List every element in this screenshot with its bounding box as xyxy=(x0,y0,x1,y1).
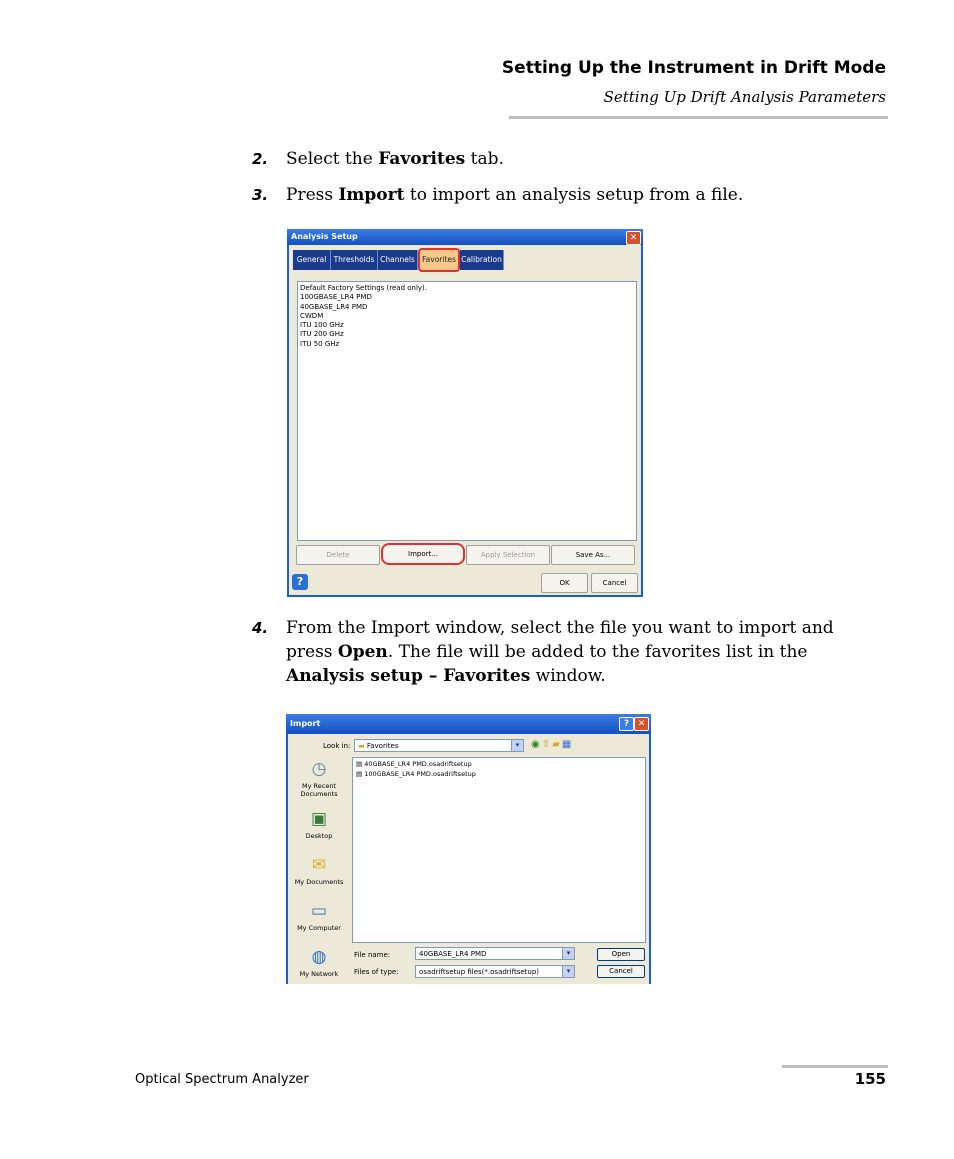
file-name-label: File name: xyxy=(354,951,391,959)
up-folder-icon[interactable]: ⇧ xyxy=(541,739,553,750)
list-item[interactable]: ITU 100 GHz xyxy=(300,321,344,330)
place-label: Desktop xyxy=(305,832,333,840)
step-text: tab. xyxy=(465,149,504,169)
places-bar xyxy=(290,756,348,981)
look-in-value: Favorites xyxy=(366,742,399,750)
cancel-button[interactable]: Cancel xyxy=(597,965,645,978)
views-icon[interactable]: ▦ xyxy=(561,739,574,750)
chevron-down-icon[interactable]: ▾ xyxy=(562,966,574,977)
list-item[interactable]: Default Factory Settings (read only). xyxy=(300,284,428,292)
desktop-icon: ▣ xyxy=(310,809,328,829)
dialog-titlebar xyxy=(287,229,643,245)
list-item[interactable]: ITU 50 GHz xyxy=(300,339,340,348)
recent-documents-icon: ◷ xyxy=(311,759,327,779)
place-desktop[interactable] xyxy=(290,808,348,840)
place-my-network[interactable] xyxy=(290,946,348,978)
help-icon[interactable]: ? xyxy=(292,574,308,590)
step-bold: Analysis setup – Favorites xyxy=(286,666,531,686)
page-number: 155 xyxy=(854,1070,886,1088)
place-label: My Computer xyxy=(297,924,341,932)
my-documents-icon: ✉ xyxy=(311,855,327,875)
file-type-value: osadriftsetup files(*.osadriftsetup) xyxy=(419,968,540,976)
new-folder-icon[interactable]: ▰ xyxy=(552,739,562,750)
step-bold: Import xyxy=(338,185,405,205)
close-icon[interactable]: ✕ xyxy=(634,717,649,731)
open-button[interactable]: Open xyxy=(597,948,645,961)
place-my-recent-documents[interactable] xyxy=(290,758,348,798)
toolbar-icons xyxy=(531,739,573,750)
place-label: My Network xyxy=(299,970,339,978)
step-text: to import an analysis setup from a file. xyxy=(404,185,744,205)
file-name: 40GBASE_LR4 PMD.osadriftsetup xyxy=(364,760,472,768)
look-in-label: Look in: xyxy=(323,742,351,750)
file-name: 100GBASE_LR4 PMD.osadriftsetup xyxy=(364,770,476,778)
look-in-select[interactable] xyxy=(354,739,524,752)
footer-title: Optical Spectrum Analyzer xyxy=(135,1072,309,1087)
folder-icon: ▬ xyxy=(358,742,365,750)
dialog-title: Import xyxy=(290,719,321,728)
place-label: My Recent Documents xyxy=(300,782,338,798)
save-as-button[interactable]: Save As... xyxy=(551,545,635,565)
file-name-value: 40GBASE_LR4 PMD xyxy=(419,950,487,958)
close-icon[interactable]: ✕ xyxy=(626,231,641,245)
dialog-titlebar xyxy=(286,714,651,734)
list-item[interactable] xyxy=(353,758,645,769)
footer-rule xyxy=(782,1065,888,1068)
computer-icon: ▭ xyxy=(310,901,328,921)
delete-button[interactable]: Delete xyxy=(296,545,380,565)
ok-button[interactable]: OK xyxy=(541,573,588,593)
file-icon: ▤ xyxy=(356,760,363,768)
chevron-down-icon[interactable]: ▾ xyxy=(562,948,574,959)
file-type-select[interactable] xyxy=(415,965,575,978)
step-3 xyxy=(252,183,882,207)
place-my-computer[interactable] xyxy=(290,900,348,932)
step-number: 2. xyxy=(252,150,269,168)
file-icon: ▤ xyxy=(356,770,363,778)
tab-general[interactable]: General xyxy=(293,250,331,270)
chevron-down-icon[interactable]: ▾ xyxy=(511,740,523,751)
step-bold: Open xyxy=(337,642,388,662)
apply-selection-button[interactable]: Apply Selection xyxy=(466,545,550,565)
step-number: 3. xyxy=(252,186,269,204)
file-type-label: Files of type: xyxy=(354,968,399,976)
list-item[interactable]: 100GBASE_LR4 PMD xyxy=(300,293,372,302)
list-item[interactable]: ITU 200 GHz xyxy=(300,330,344,339)
place-my-documents[interactable] xyxy=(290,854,348,886)
help-icon[interactable]: ? xyxy=(619,717,634,731)
step-2 xyxy=(252,147,882,171)
file-name-field[interactable] xyxy=(415,947,575,960)
step-text: From the Import window, select the file you want to import and press xyxy=(286,618,834,662)
place-label: My Documents xyxy=(294,878,344,886)
step-text: window. xyxy=(530,666,606,686)
dialog-title: Analysis Setup xyxy=(291,232,358,241)
favorites-list[interactable] xyxy=(297,281,637,541)
import-button[interactable]: Import... xyxy=(381,543,465,565)
cancel-button[interactable]: Cancel xyxy=(591,573,638,593)
analysis-setup-dialog xyxy=(287,229,643,597)
step-bold: Favorites xyxy=(378,149,466,169)
tab-thresholds[interactable]: Thresholds xyxy=(331,250,378,270)
step-4 xyxy=(252,616,882,688)
tab-favorites[interactable]: Favorites xyxy=(418,248,460,272)
list-item[interactable]: 40GBASE_LR4 PMD xyxy=(300,302,368,311)
step-number: 4. xyxy=(252,619,269,637)
back-icon[interactable]: ◉ xyxy=(531,739,542,750)
header-rule xyxy=(509,116,888,119)
step-text: Select the xyxy=(286,149,379,169)
file-list[interactable] xyxy=(352,757,646,943)
header-subtitle: Setting Up Drift Analysis Parameters xyxy=(603,88,886,106)
import-dialog xyxy=(286,714,651,984)
tab-calibration[interactable]: Calibration xyxy=(460,250,504,270)
network-icon: ◍ xyxy=(311,947,327,967)
list-item[interactable] xyxy=(353,769,645,779)
header-title: Setting Up the Instrument in Drift Mode xyxy=(501,58,886,78)
tab-channels[interactable]: Channels xyxy=(378,250,418,270)
list-item[interactable]: CWDM xyxy=(300,311,324,320)
step-text: . The file will be added to the favorites list in the xyxy=(387,642,808,662)
step-text: Press xyxy=(286,185,339,205)
